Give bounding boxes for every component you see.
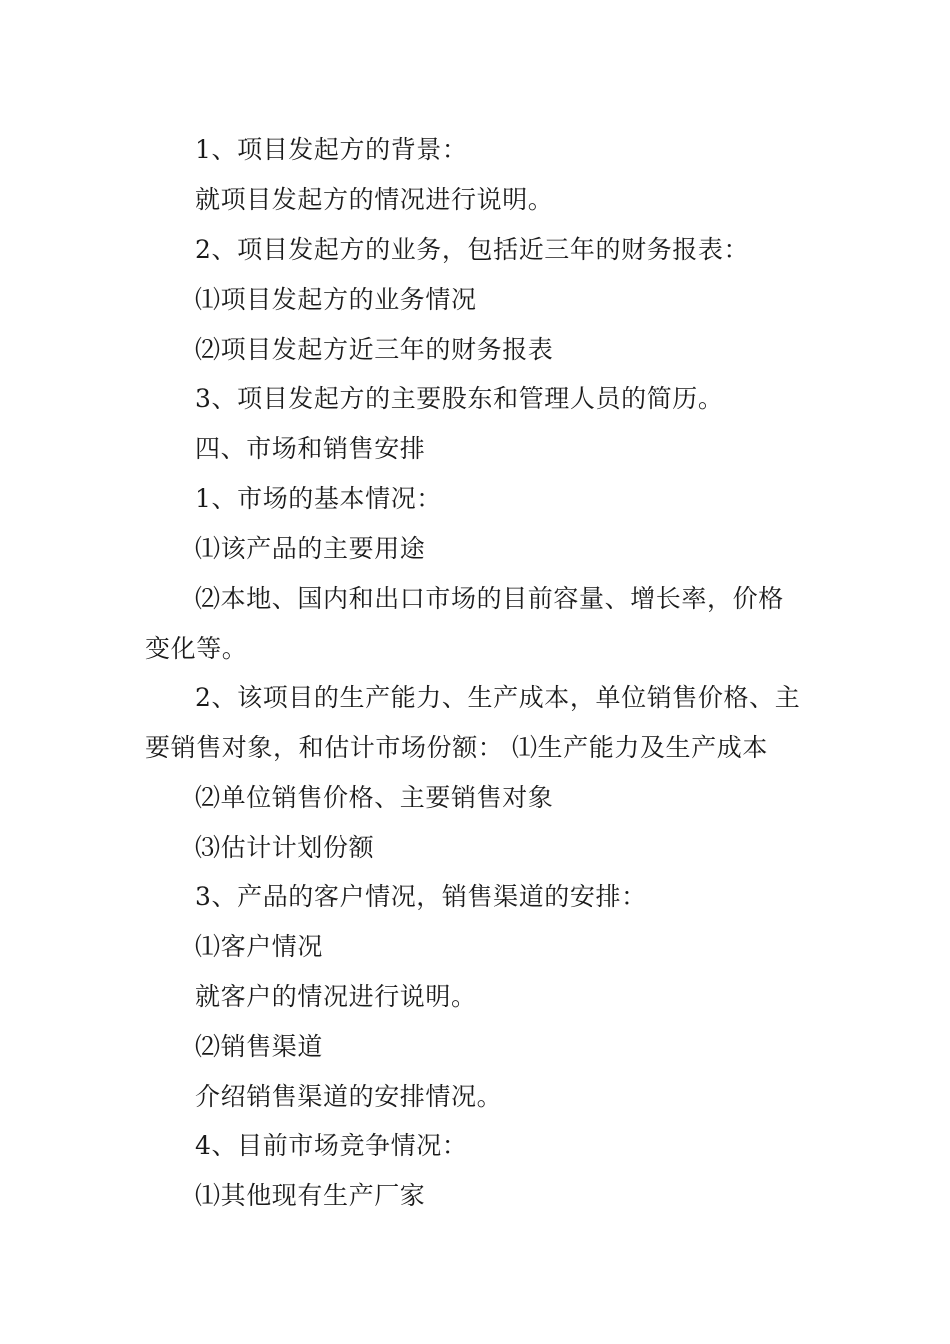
text-line: ⑵项目发起方近三年的财务报表 xyxy=(195,335,554,364)
text-line: ⑴其他现有生产厂家 xyxy=(195,1181,426,1210)
text-line: ⑴项目发起方的业务情况 xyxy=(195,285,477,314)
text-line: 要销售对象，和估计市场份额： ⑴生产能力及生产成本 xyxy=(145,733,768,762)
text-line: 就客户的情况进行说明。 xyxy=(195,982,477,1011)
text-line: 就项目发起方的情况进行说明。 xyxy=(195,185,554,214)
text-line: 4、目前市场竞争情况： xyxy=(195,1131,468,1160)
text-line: ⑶估计计划份额 xyxy=(195,833,375,862)
text-line: 1、项目发起方的背景： xyxy=(195,135,468,164)
section-heading: 四、市场和销售安排 xyxy=(195,434,426,463)
text-line: 2、该项目的生产能力、生产成本，单位销售价格、主 xyxy=(195,683,801,712)
text-line: ⑴该产品的主要用途 xyxy=(195,534,426,563)
text-line: 2、项目发起方的业务，包括近三年的财务报表： xyxy=(195,235,750,264)
text-line: 介绍销售渠道的安排情况。 xyxy=(195,1082,503,1111)
text-line: ⑴客户情况 xyxy=(195,932,324,961)
text-line: ⑵销售渠道 xyxy=(195,1032,324,1061)
text-line: 变化等。 xyxy=(145,634,248,663)
text-line: ⑵单位销售价格、主要销售对象 xyxy=(195,783,554,812)
text-line: 1、市场的基本情况： xyxy=(195,484,442,513)
text-line: ⑵本地、国内和出口市场的目前容量、增长率，价格 xyxy=(195,584,784,613)
text-line: 3、项目发起方的主要股东和管理人员的简历。 xyxy=(195,384,724,413)
text-line: 3、产品的客户情况，销售渠道的安排： xyxy=(195,882,647,911)
